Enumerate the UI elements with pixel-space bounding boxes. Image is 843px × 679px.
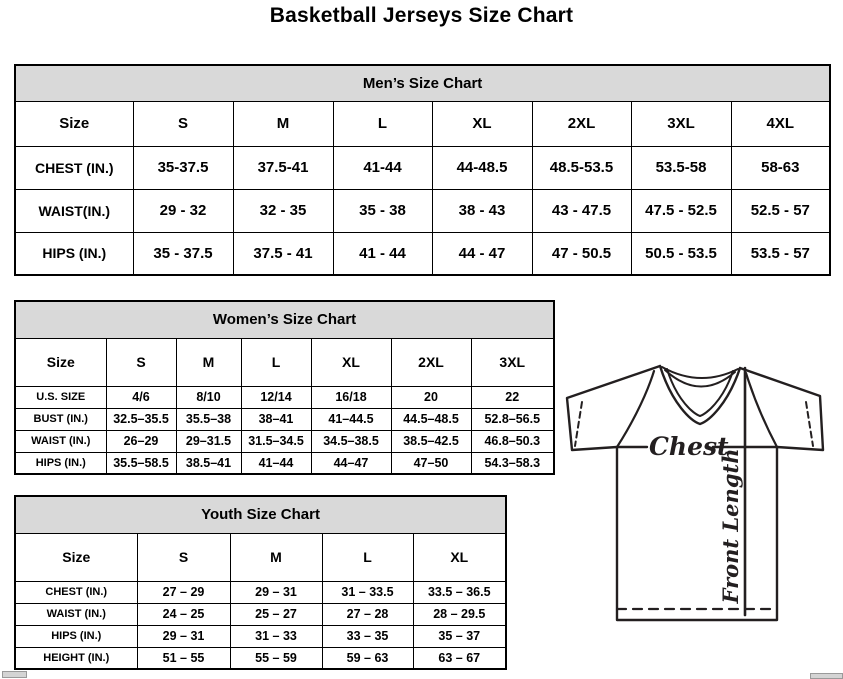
page-title: Basketball Jerseys Size Chart: [269, 4, 574, 27]
front-length-measure-label: Front Length: [718, 448, 743, 604]
header-cell: L: [333, 101, 432, 146]
header-cell: XL: [311, 338, 391, 386]
value-cell: 4/6: [106, 386, 176, 408]
header-cell: XL: [432, 101, 532, 146]
value-cell: 33 – 35: [322, 625, 413, 647]
value-cell: 33.5 – 36.5: [413, 581, 506, 603]
value-cell: 37.5-41: [233, 146, 333, 189]
value-cell: 16/18: [311, 386, 391, 408]
value-cell: 38 - 43: [432, 189, 532, 232]
header-cell: 2XL: [532, 101, 631, 146]
table-row: [15, 338, 554, 386]
header-cell: 3XL: [471, 338, 554, 386]
row-label: BUST (IN.): [15, 408, 106, 430]
value-cell: 51 – 55: [137, 647, 230, 669]
header-cell: 2XL: [391, 338, 471, 386]
row-label: CHEST (IN.): [15, 581, 137, 603]
value-cell: 41–44.5: [311, 408, 391, 430]
row-label: CHEST (IN.): [15, 146, 133, 189]
value-cell: 48.5-53.5: [532, 146, 631, 189]
value-cell: 28 – 29.5: [413, 603, 506, 625]
table-row: [15, 189, 830, 232]
row-label: HIPS (IN.): [15, 452, 106, 474]
table-row: [15, 452, 554, 474]
value-cell: 32.5–35.5: [106, 408, 176, 430]
value-cell: 37.5 - 41: [233, 232, 333, 275]
table-row: [15, 625, 506, 647]
value-cell: 47.5 - 52.5: [631, 189, 731, 232]
jersey-diagram-icon: [555, 358, 833, 626]
value-cell: 54.3–58.3: [471, 452, 554, 474]
value-cell: 46.8–50.3: [471, 430, 554, 452]
value-cell: 27 – 28: [322, 603, 413, 625]
value-cell: 24 – 25: [137, 603, 230, 625]
youth-size-table: [14, 495, 507, 670]
chest-measure-label: Chest: [649, 432, 729, 461]
table-row: [15, 581, 506, 603]
mens-chart-title: Men’s Size Chart: [15, 65, 830, 101]
value-cell: 59 – 63: [322, 647, 413, 669]
row-label: HEIGHT (IN.): [15, 647, 137, 669]
value-cell: 22: [471, 386, 554, 408]
header-cell: M: [230, 533, 322, 581]
value-cell: 38–41: [241, 408, 311, 430]
row-label: WAIST(IN.): [15, 189, 133, 232]
value-cell: 29–31.5: [176, 430, 241, 452]
value-cell: 35 - 38: [333, 189, 432, 232]
value-cell: 20: [391, 386, 471, 408]
value-cell: 55 – 59: [230, 647, 322, 669]
table-row: [15, 496, 506, 533]
value-cell: 26–29: [106, 430, 176, 452]
value-cell: 53.5-58: [631, 146, 731, 189]
value-cell: 8/10: [176, 386, 241, 408]
value-cell: 31 – 33: [230, 625, 322, 647]
womens-size-table: [14, 300, 555, 475]
header-cell: S: [133, 101, 233, 146]
value-cell: 58-63: [731, 146, 830, 189]
value-cell: 44-48.5: [432, 146, 532, 189]
header-cell: L: [241, 338, 311, 386]
header-cell: Size: [15, 101, 133, 146]
value-cell: 12/14: [241, 386, 311, 408]
header-cell: XL: [413, 533, 506, 581]
table-row: [15, 65, 830, 101]
horizontal-scrollbar-fragment-left[interactable]: [2, 671, 27, 678]
row-label: WAIST (IN.): [15, 603, 137, 625]
value-cell: 41-44: [333, 146, 432, 189]
value-cell: 31.5–34.5: [241, 430, 311, 452]
value-cell: 52.8–56.5: [471, 408, 554, 430]
table-row: [15, 430, 554, 452]
value-cell: 41–44: [241, 452, 311, 474]
youth-chart-title: Youth Size Chart: [15, 496, 506, 533]
row-label: HIPS (IN.): [15, 625, 137, 647]
value-cell: 29 - 32: [133, 189, 233, 232]
value-cell: 35-37.5: [133, 146, 233, 189]
value-cell: 53.5 - 57: [731, 232, 830, 275]
header-cell: Size: [15, 533, 137, 581]
value-cell: 52.5 - 57: [731, 189, 830, 232]
table-row: [15, 301, 554, 338]
value-cell: 29 – 31: [230, 581, 322, 603]
value-cell: 50.5 - 53.5: [631, 232, 731, 275]
value-cell: 29 – 31: [137, 625, 230, 647]
header-cell: 4XL: [731, 101, 830, 146]
value-cell: 44.5–48.5: [391, 408, 471, 430]
table-row: [15, 533, 506, 581]
header-cell: M: [176, 338, 241, 386]
value-cell: 27 – 29: [137, 581, 230, 603]
value-cell: 47 - 50.5: [532, 232, 631, 275]
header-cell: S: [137, 533, 230, 581]
header-cell: M: [233, 101, 333, 146]
table-row: [15, 603, 506, 625]
header-cell: S: [106, 338, 176, 386]
value-cell: 35 – 37: [413, 625, 506, 647]
value-cell: 35.5–58.5: [106, 452, 176, 474]
value-cell: 32 - 35: [233, 189, 333, 232]
table-row: [15, 146, 830, 189]
value-cell: 35.5–38: [176, 408, 241, 430]
value-cell: 35 - 37.5: [133, 232, 233, 275]
table-row: [15, 101, 830, 146]
value-cell: 34.5–38.5: [311, 430, 391, 452]
header-cell: L: [322, 533, 413, 581]
horizontal-scrollbar-fragment-right[interactable]: [810, 673, 843, 679]
header-cell: 3XL: [631, 101, 731, 146]
mens-size-table: [14, 64, 831, 276]
row-label: U.S. SIZE: [15, 386, 106, 408]
row-label: WAIST (IN.): [15, 430, 106, 452]
header-cell: Size: [15, 338, 106, 386]
value-cell: 44 - 47: [432, 232, 532, 275]
row-label: HIPS (IN.): [15, 232, 133, 275]
value-cell: 31 – 33.5: [322, 581, 413, 603]
value-cell: 38.5–42.5: [391, 430, 471, 452]
womens-chart-title: Women’s Size Chart: [15, 301, 554, 338]
table-row: [15, 232, 830, 275]
jersey-measurement-diagram: [555, 358, 833, 626]
value-cell: 38.5–41: [176, 452, 241, 474]
table-row: [15, 408, 554, 430]
value-cell: 47–50: [391, 452, 471, 474]
value-cell: 25 – 27: [230, 603, 322, 625]
value-cell: 43 - 47.5: [532, 189, 631, 232]
value-cell: 41 - 44: [333, 232, 432, 275]
value-cell: 44–47: [311, 452, 391, 474]
table-row: [15, 647, 506, 669]
value-cell: 63 – 67: [413, 647, 506, 669]
table-row: [15, 386, 554, 408]
